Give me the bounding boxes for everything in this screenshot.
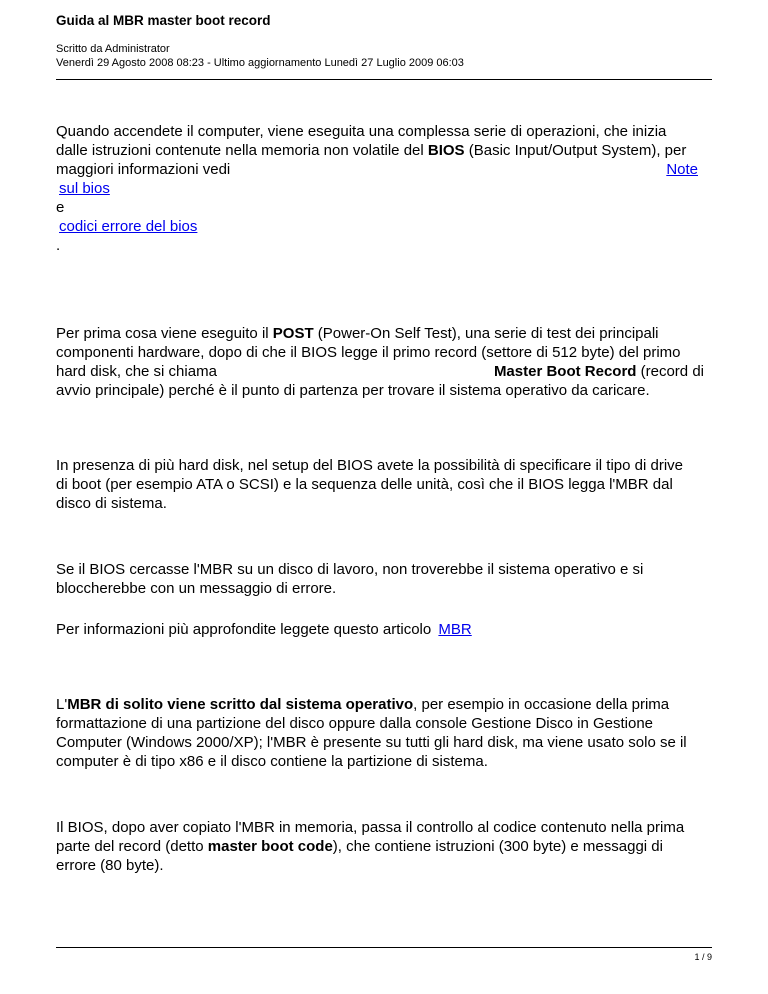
bold-master-boot-record: Master Boot Record <box>493 363 637 380</box>
text-line: Se il BIOS cercasse l'MBR su un disco di lavoro, non troverebbe il sistema operativo e si <box>56 561 644 578</box>
text-span: ), che contiene istruzioni (300 byte) e messaggi di <box>332 838 663 855</box>
text-span <box>494 362 704 381</box>
author-line: Scritto da Administrator <box>56 43 170 55</box>
text-line: bloccherebbe con un messaggio di errore. <box>56 580 337 597</box>
text-span: parte del record (detto <box>56 838 208 855</box>
text-line <box>56 141 704 160</box>
text-line: disco di sistema. <box>56 495 167 512</box>
text-line <box>56 179 704 198</box>
bold-bios: BIOS <box>427 142 465 159</box>
page-header <box>56 12 712 70</box>
text-line: di boot (per esempio ATA o SCSI) e la sequenza delle unità, così che il BIOS legga l'MBR dal <box>56 476 673 493</box>
link-codici-errore[interactable]: codici errore del bios <box>59 218 198 235</box>
link-mbr[interactable]: MBR <box>438 621 472 638</box>
paragraph-multiple-disks <box>56 456 704 513</box>
paragraph-mbr-written <box>56 695 704 771</box>
paragraph-bios-copy <box>56 818 704 875</box>
text-line: errore (80 byte). <box>56 857 164 874</box>
text-line: Computer (Windows 2000/XP); l'MBR è presente su tutti gli hard disk, ma viene usato solo se il <box>56 734 687 751</box>
text-span: L' <box>56 696 68 713</box>
text-line: avvio principale) perché è il punto di partenza per trovare il sistema operativo da caricare. <box>56 382 650 399</box>
text-line <box>56 160 704 179</box>
text-line: Il BIOS, dopo aver copiato l'MBR in memoria, passa il controllo al codice contenuto nella prima <box>56 819 685 836</box>
text-line <box>56 620 704 639</box>
paragraph-post <box>56 324 704 400</box>
text-line: formattazione di una partizione del disco oppure dalla console Gestione Disco in Gestione <box>56 715 654 732</box>
bold-mbr-written: MBR di solito viene scritto dal sistema operativo <box>67 696 414 713</box>
document-title: Guida al MBR master boot record <box>56 13 271 28</box>
link-sul-bios[interactable]: sul bios <box>59 180 110 197</box>
text-line: e <box>56 199 65 216</box>
text-line <box>56 695 704 714</box>
bold-master-boot-code: master boot code <box>207 838 333 855</box>
footer-divider <box>56 947 712 948</box>
text-span: Per informazioni più approfondite leggete questo articolo <box>56 621 436 638</box>
text-span: dalle istruzioni contenute nella memoria non volatile del <box>56 142 428 159</box>
text-span: (record di <box>636 363 704 380</box>
text-line: computer è di tipo x86 e il disco contiene la partizione di sistema. <box>56 753 488 770</box>
link-note[interactable]: Note <box>666 161 698 178</box>
paragraph-intro <box>56 122 704 255</box>
text-line <box>56 837 704 856</box>
text-line: . <box>56 237 61 254</box>
paragraph-more-info <box>56 620 704 639</box>
text-span: hard disk, che si chiama <box>56 363 217 380</box>
page-number: 1 / 9 <box>694 952 712 962</box>
text-line: componenti hardware, dopo di che il BIOS legge il primo record (settore di 512 byte) del primo <box>56 344 681 361</box>
text-line <box>56 362 704 381</box>
text-span: maggiori informazioni vedi <box>56 161 231 178</box>
header-divider <box>56 79 712 80</box>
paragraph-work-disk <box>56 560 704 598</box>
text-span: Per prima cosa viene eseguito il <box>56 325 273 342</box>
text-line <box>56 217 704 236</box>
bold-post: POST <box>272 325 314 342</box>
text-span: (Power-On Self Test), una serie di test dei principali <box>313 325 659 342</box>
text-span: (Basic Input/Output System), per <box>464 142 687 159</box>
text-span: , per esempio in occasione della prima <box>413 696 670 713</box>
text-line: Quando accendete il computer, viene eseguita una complessa serie di operazioni, che inizia <box>56 123 667 140</box>
date-line: Venerdì 29 Agosto 2008 08:23 - Ultimo aggiornamento Lunedì 27 Luglio 2009 06:03 <box>56 57 464 69</box>
text-line: In presenza di più hard disk, nel setup del BIOS avete la possibilità di specificare il tipo di drive <box>56 457 684 474</box>
text-line <box>56 324 704 343</box>
